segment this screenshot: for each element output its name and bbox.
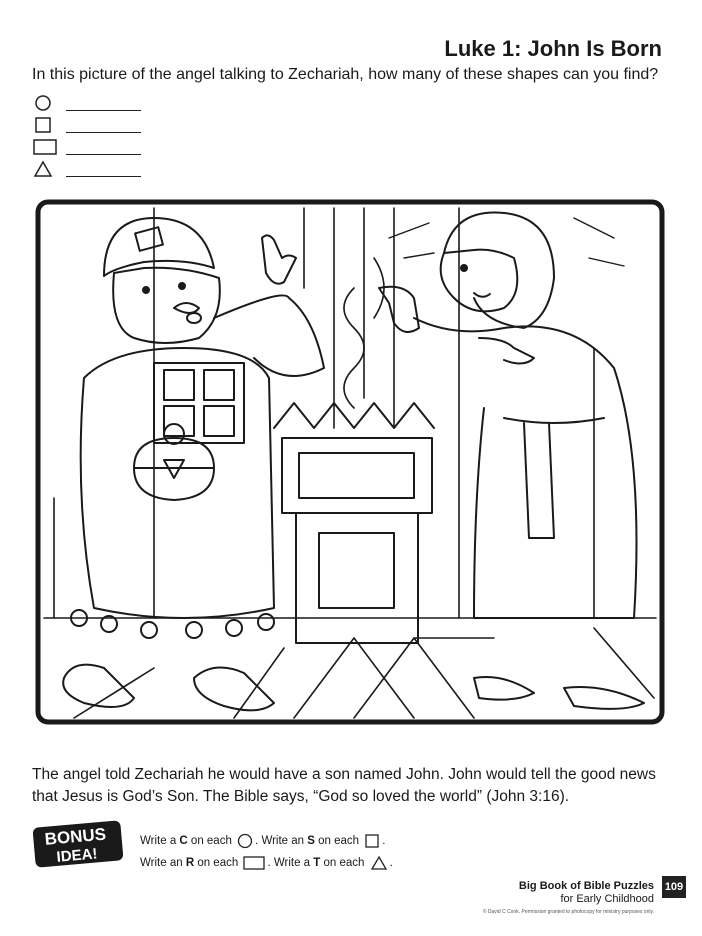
shape-answer-list [32, 92, 141, 180]
rectangle-icon [243, 855, 265, 871]
shape-row-circle [32, 92, 141, 114]
bonus-instructions [140, 830, 393, 874]
bonus-text: on each [320, 857, 368, 869]
shape-row-square [32, 114, 141, 136]
activity-question: In this picture of the angel talking to Zechariah, how many of these shapes can you find? [32, 66, 659, 83]
rectangle-icon [32, 137, 58, 157]
bonus-text: Write an [140, 857, 186, 869]
angel-and-zechariah-illustration [34, 198, 666, 726]
copyright-notice: © David C Cook. Permission granted to photocopy for ministry purposes only. [482, 909, 654, 915]
bonus-text: . [389, 857, 393, 869]
bonus-badge-line1: BONUS [43, 824, 107, 849]
letter-r: R [185, 857, 195, 869]
bonus-text: on each [194, 857, 242, 869]
bonus-text: on each [187, 835, 236, 847]
bonus-text: Write a [140, 835, 180, 847]
triangle-icon [32, 159, 58, 179]
book-subtitle: for Early Childhood [560, 893, 654, 905]
circle-icon [237, 833, 253, 849]
bonus-text: . Write a [267, 857, 314, 869]
answer-field-circle[interactable] [66, 96, 141, 111]
bonus-badge-line2: IDEA! [55, 845, 99, 866]
page-number: 109 [662, 876, 686, 898]
answer-field-square[interactable] [66, 118, 141, 133]
shape-row-rectangle [32, 136, 141, 158]
bonus-text: . Write an [255, 835, 308, 847]
page-title: Luke 1: John Is Born [444, 36, 662, 61]
letter-t: T [313, 857, 321, 869]
bonus-text: . [382, 835, 386, 847]
shape-row-triangle [32, 158, 141, 180]
book-credit [483, 880, 654, 919]
bonus-text: on each [314, 835, 363, 847]
bonus-idea-badge [32, 820, 128, 868]
story-text: The angel told Zechariah he would have a son named John. John would tell the good news that Jesus is God’s Son. The Bible says, “God so loved the world” (John 3:16). [32, 766, 656, 805]
bonus-line-1 [140, 830, 393, 852]
circle-icon [32, 93, 58, 113]
square-icon [32, 115, 58, 135]
coloring-picture [34, 198, 666, 726]
square-icon [364, 833, 380, 849]
bonus-badge-graphic [32, 820, 128, 868]
answer-field-triangle[interactable] [66, 162, 141, 177]
letter-s: S [307, 835, 315, 847]
book-title: Big Book of Bible Puzzles [518, 880, 654, 892]
letter-c: C [179, 835, 188, 847]
triangle-icon [370, 855, 388, 871]
bonus-line-2 [140, 852, 393, 874]
answer-field-rectangle[interactable] [66, 140, 141, 155]
